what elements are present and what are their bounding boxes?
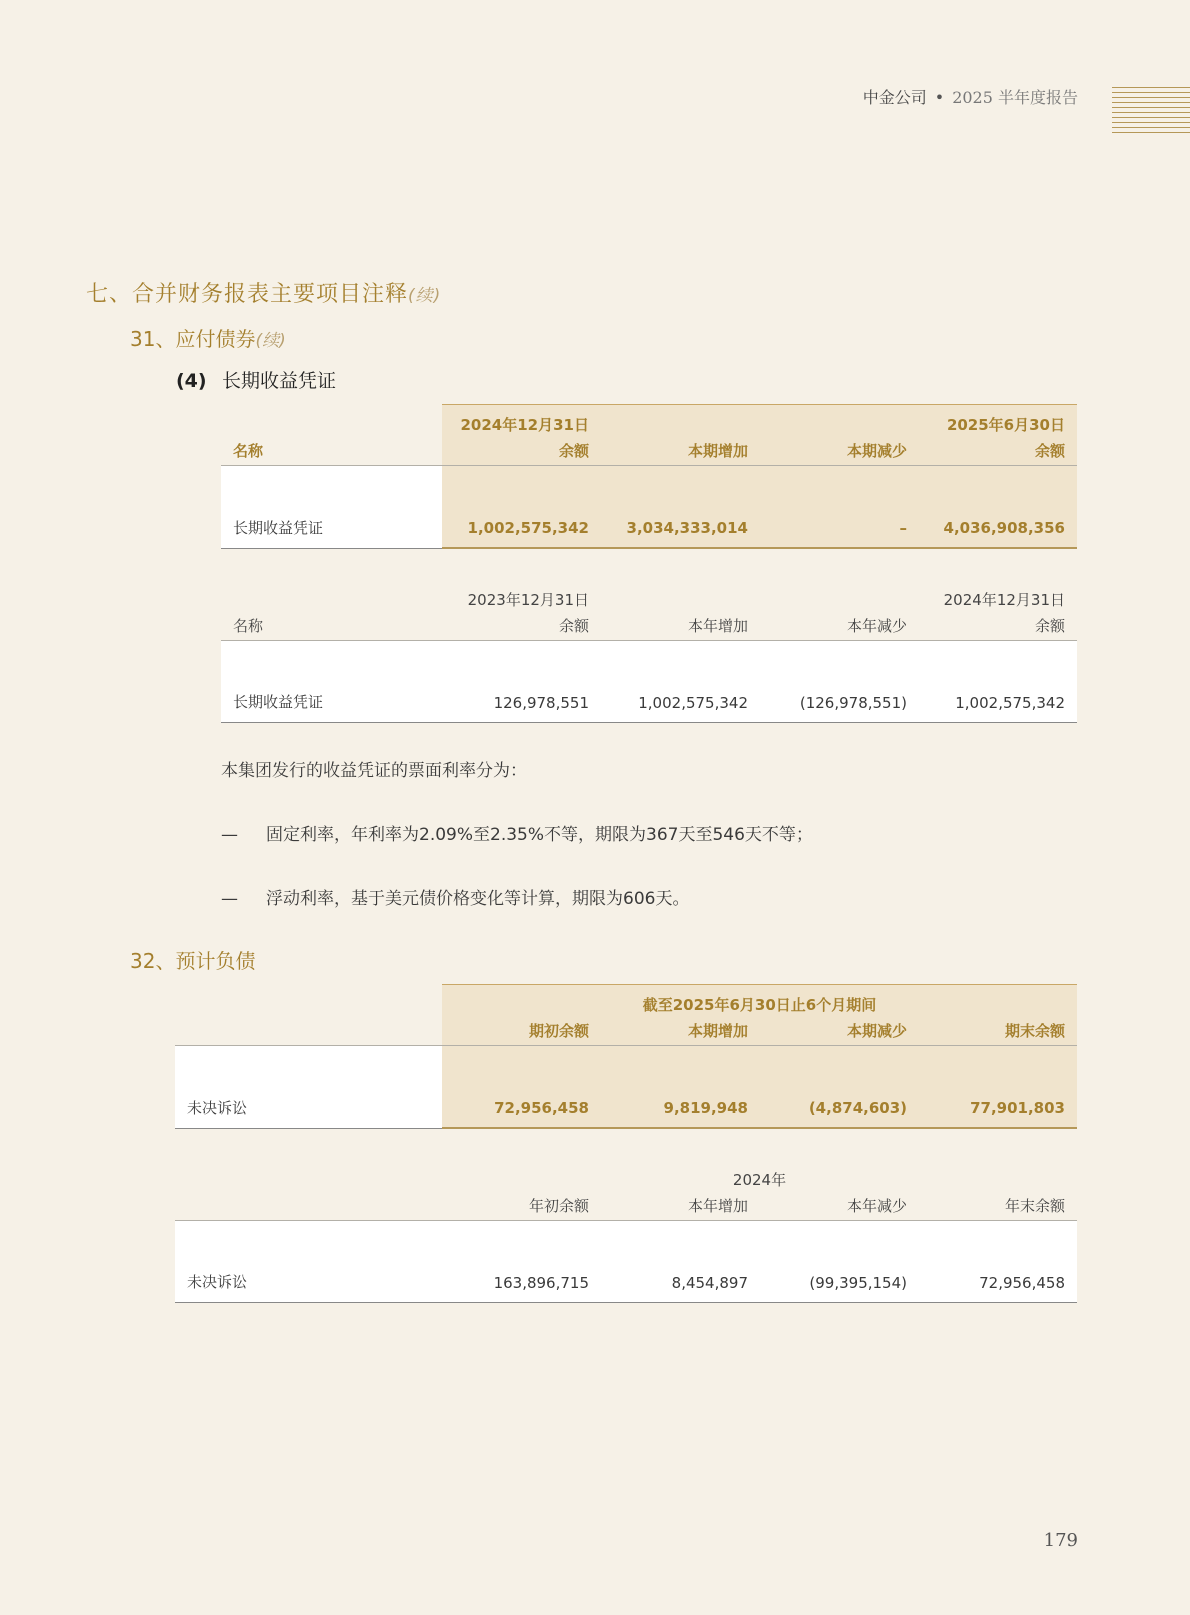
notes-intro: 本集团发行的收益凭证的票面利率分为： <box>221 761 527 781</box>
row-name: 长期收益凭证 <box>221 466 442 549</box>
section-title: 七、合并财务报表主要项目注释(续) <box>86 282 442 307</box>
table-row: 未决诉讼 163,896,715 8,454,897 (99,395,154) 72,956,458 <box>175 1221 1077 1303</box>
table-header-row: 2023年12月31日 2024年12月31日 <box>467 591 1065 609</box>
provisions-prior-table <box>175 1160 1077 1303</box>
item-label: 长期收益凭证 <box>222 370 337 392</box>
decorative-stripes <box>1112 87 1190 135</box>
table-row: 长期收益凭证 1,002,575,342 3,034,333,014 – 4,036,908,356 <box>221 466 1077 549</box>
subsection-32-title: 32、预计负债 <box>130 949 256 973</box>
table-header-row: 年初余额 本年增加 本年减少 年末余额 <box>175 1190 1077 1221</box>
item-4-title <box>176 366 336 393</box>
note-bullet-fixed: — 固定利率，年利率为2.09%至2.35%不等，期限为367天至546天不等； <box>221 825 813 845</box>
table-header-row: 期初余额 本期增加 本期减少 期末余额 <box>175 1015 1077 1046</box>
item-number: (4) <box>176 370 207 392</box>
bonds-prior-table <box>221 580 1077 723</box>
page-number: 179 <box>1043 1530 1078 1551</box>
note-bullet-floating: — 浮动利率，基于美元债价格变化等计算，期限为606天。 <box>221 889 690 909</box>
table-header-row: 名称 余额 本期增加 本期减少 余额 <box>221 435 1077 466</box>
continued-label: (续) <box>408 286 442 306</box>
table-header-row <box>175 1160 1077 1190</box>
header-report-title: 2025 半年度报告 <box>952 88 1078 107</box>
period-header: 截至2025年6月30日止6个月期间 <box>442 985 1077 1016</box>
continued-label: (续) <box>255 331 286 351</box>
table-header-row: 名称 余额 本年增加 本年减少 余额 <box>221 610 1077 641</box>
bonds-current-table <box>221 404 1077 549</box>
period-header: 2024年 <box>732 1171 787 1189</box>
table-row: 长期收益凭证 126,978,551 1,002,575,342 (126,978,551) 1,002,575,342 <box>221 641 1077 723</box>
header-company: 中金公司 <box>862 88 927 107</box>
row-name: 未决诉讼 <box>175 1221 442 1303</box>
col-name-header: 名称 <box>221 610 442 641</box>
col-name-header: 名称 <box>221 435 442 466</box>
table-header-row: 2024年12月31日 2025年6月30日 <box>221 405 1077 436</box>
dash-marker: — <box>221 889 238 909</box>
subsection-31-title: 31、应付债券(续) <box>130 327 286 351</box>
table-row: 未决诉讼 72,956,458 9,819,948 (4,874,603) 77,901,803 <box>175 1046 1077 1129</box>
dash-marker: — <box>221 825 238 845</box>
table-header-row <box>175 985 1077 1016</box>
row-name: 未决诉讼 <box>175 1046 442 1129</box>
provisions-current-table <box>175 984 1077 1129</box>
running-header <box>863 85 1078 108</box>
header-separator: • <box>934 88 945 107</box>
row-name: 长期收益凭证 <box>221 641 442 723</box>
